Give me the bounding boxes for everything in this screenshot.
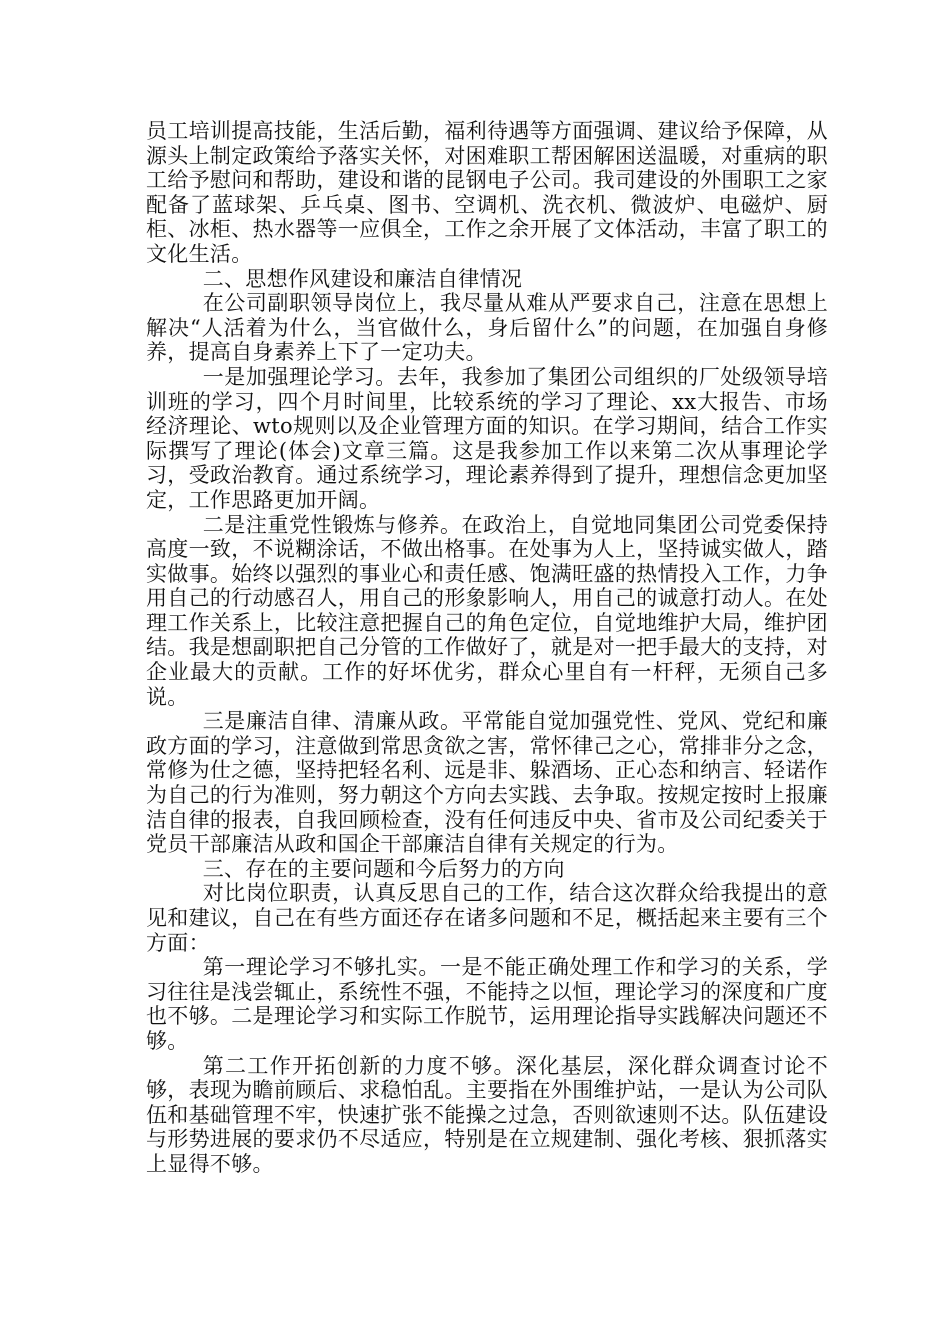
paragraph: 在公司副职领导岗位上，我尽量从难从严要求自己，注意在思想上解决“人活着为什么，当官做什么，身后留什么”的问题，在加强自身修养，提高自身素养上下了一定功夫。 (146, 291, 828, 365)
section-heading-2: 二、思想作风建设和廉洁自律情况 (202, 266, 523, 291)
paragraph: 对比岗位职责，认真反思自己的工作，结合这次群众给我提出的意见和建议，自己在有些方面还存在诸多问题和不足，概括起来主要有三个方面： (146, 881, 828, 955)
paragraph: 二是注重党性锻炼与修养。在政治上，自觉地同集团公司党委保持高度一致，不说糊涂话，不做出格事。在处事为人上，坚持诚实做人，踏实做事。始终以强烈的事业心和责任感、饱满旺盛的热情投入工作，力争用自己的行动感召人，用自己的形象影响人，用自己的诚意打动人。在处理工作关系上，比较注意把握自己的角色定位，自觉地维护大局，维护团结。我是想副职把自己分管的工作做好了，就是对一把手最大的支持，对企业最大的贡献。工作的好坏优劣，群众心里自有一杆秤，无须自己多说。 (146, 512, 828, 709)
paragraph: 第二工作开拓创新的力度不够。深化基层，深化群众调查讨论不够，表现为瞻前顾后、求稳怕乱。主要指在外围维护站，一是认为公司队伍和基础管理不牢，快速扩张不能操之过急，否则欲速则不达。队伍建设与形势进展的要求仍不尽适应，特别是在立规建制、强化考核、狠抓落实上显得不够。 (146, 1053, 828, 1176)
paragraph: 一是加强理论学习。去年，我参加了集团公司组织的厂处级领导培训班的学习，四个月时间里，比较系统的学习了理论、xx大报告、市场经济理论、wto规则以及企业管理方面的知识。在学习期间，结合工作实际撰写了理论(体会)文章三篇。这是我参加工作以来第二次从事理论学习，受政治教育。通过系统学习，理论素养得到了提升，理想信念更加坚定，工作思路更加开阔。 (146, 364, 828, 512)
document-body (146, 119, 828, 1177)
paragraph-continuation: 员工培训提高技能，生活后勤，福利待遇等方面强调、建议给予保障，从源头上制定政策给予落实关怀，对困难职工帮困解困送温暖，对重病的职工给予慰问和帮助，建设和谐的昆钢电子公司。我司建设的外围职工之家配备了蓝球架、乒乓桌、图书、空调机、洗衣机、微波炉、电磁炉、厨柜、冰柜、热水器等一应俱全，工作之余开展了文体活动，丰富了职工的文化生活。 (146, 119, 828, 266)
section-heading-3: 三、存在的主要问题和今后努力的方向 (202, 856, 565, 881)
paragraph: 第一理论学习不够扎实。一是不能正确处理工作和学习的关系，学习往往是浅尝辄止，系统性不强，不能持之以恒，理论学习的深度和广度也不够。二是理论学习和实际工作脱节，运用理论指导实践解决问题还不够。 (146, 955, 828, 1053)
paragraph: 三是廉洁自律、清廉从政。平常能自觉加强党性、党风、党纪和廉政方面的学习，注意做到常思贪欲之害，常怀律己之心，常排非分之念，常修为仕之德，坚持把轻名利、远是非、躲酒场、正心态和纳言、轻诺作为自己的行为准则，努力朝这个方向去实践、去争取。按规定按时上报廉洁自律的报表，自我回顾检查，没有任何违反中央、省市及公司纪委关于党员干部廉洁从政和国企干部廉洁自律有关规定的行为。 (146, 709, 828, 857)
